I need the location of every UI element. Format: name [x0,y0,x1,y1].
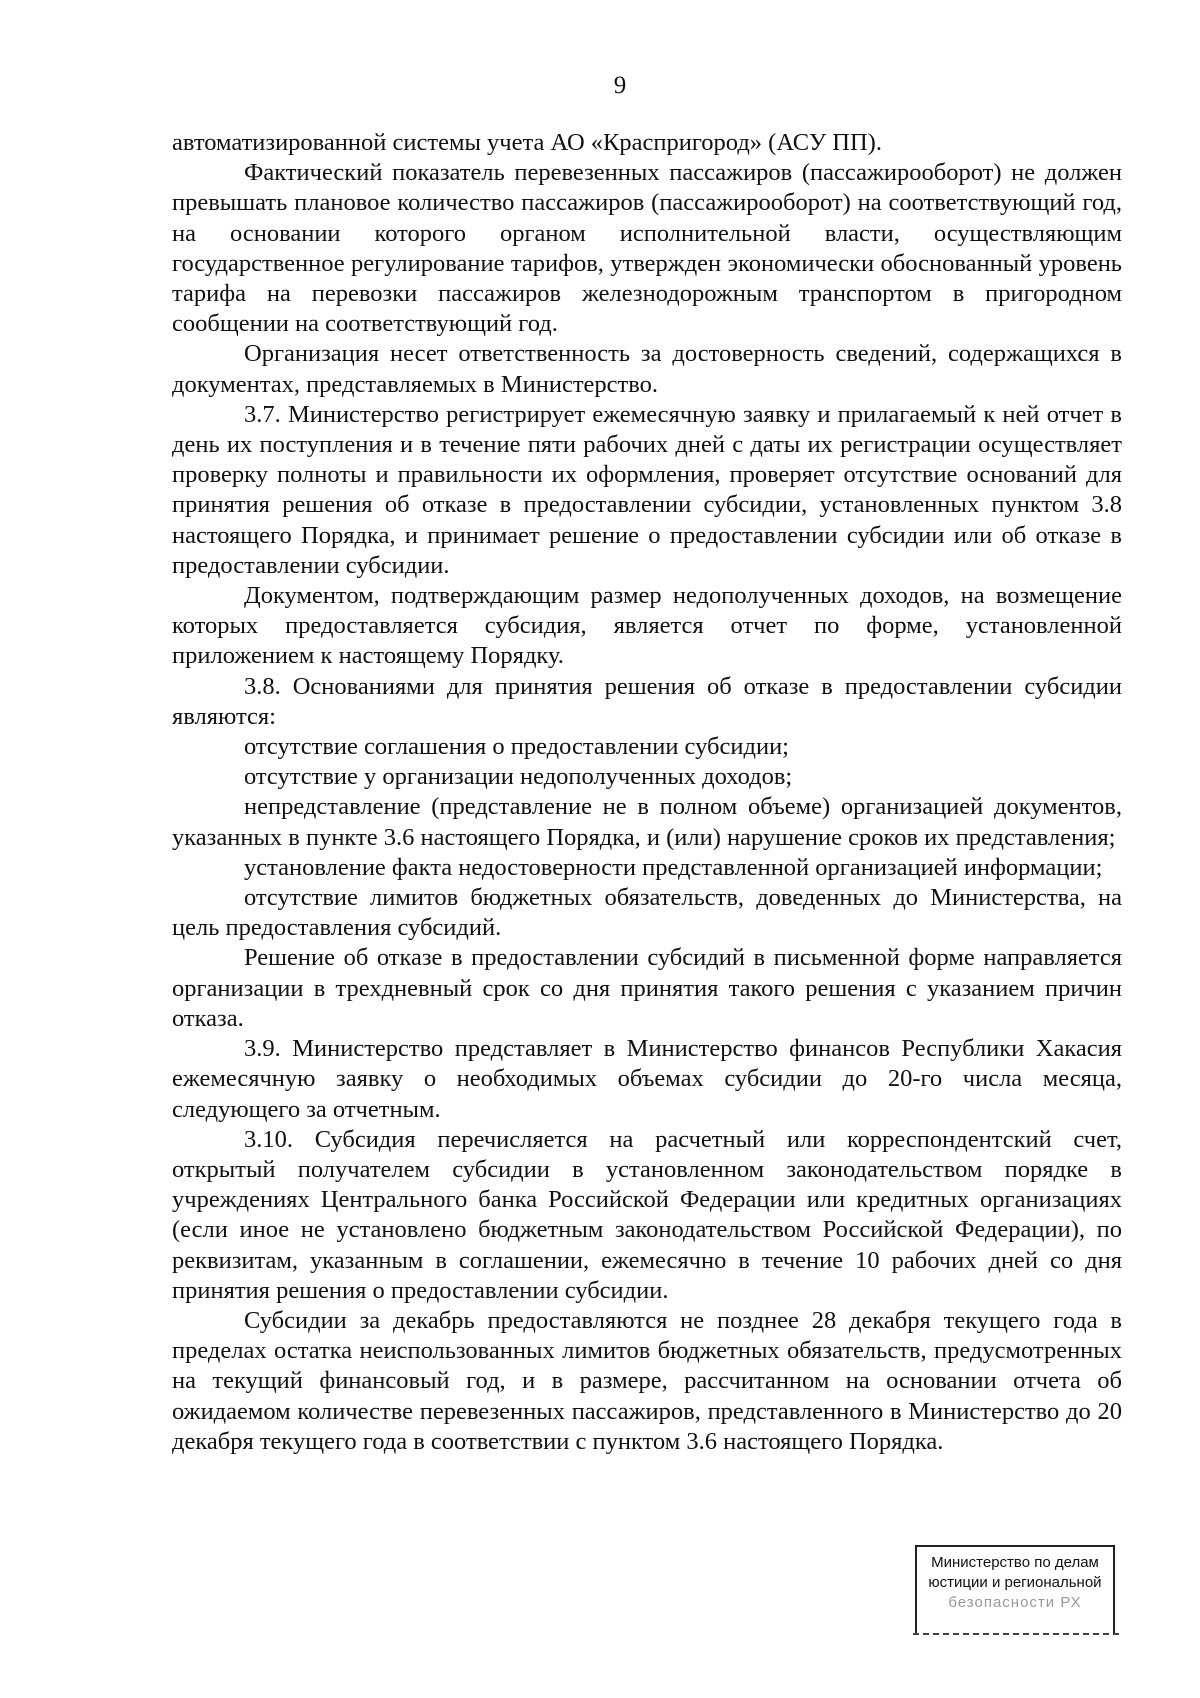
ministry-stamp [915,1545,1115,1635]
stamp-bottom-border [913,1633,1119,1635]
paragraph: автоматизированной системы учета АО «Краспригород» (АСУ ПП). [172,129,882,156]
paragraph: 3.9. Министерство представляет в Министерство финансов Республики Хакасия ежемесячную заявку о необходимых объемах субсидии до 20-го числа месяца, следующего за отчетным. [172,1035,1122,1123]
paragraph: Фактический показатель перевезенных пассажиров (пассажирооборот) не должен превышать плановое количество пассажиров (пассажирооборот) на соответствующий год, на основании которого органом исполнительной власти, осуществляющим государственное регулирование тарифов, утвержден экономически обоснованный уровень тарифа на перевозки пассажиров железнодорожным транспортом в пригородном сообщении на соответствующий год. [172,159,1122,338]
paragraph: Организация несет ответственность за достоверность сведений, содержащихся в документах, представляемых в Министерство. [172,340,1122,398]
paragraph: Решение об отказе в предоставлении субсидий в письменной форме направляется организации в трехдневный срок со дня принятия такого решения с указанием причин отказа. [172,944,1122,1032]
paragraph: 3.8. Основаниями для принятия решения об отказе в предоставлении субсидии являются: [172,672,1122,730]
paragraph: 3.10. Субсидия перечисляется на расчетный или корреспондентский счет, открытый получателем субсидии в установленном законодательством порядке в учреждениях Центрального банка Российской Федерации или кредитных организациях (если иное не установлено бюджетным законодательством Российской Федерации), по реквизитам, указанным в соглашении, ежемесячно в течение 10 рабочих дней со дня принятия решения о предоставлении субсидии. [172,1125,1122,1304]
paragraph: 3.7. Министерство регистрирует ежемесячную заявку и прилагаемый к ней отчет в день их поступления и в течение пяти рабочих дней с даты их регистрации осуществляет проверку полноты и правильности их оформления, проверяет отсутствие оснований для принятия решения об отказе в предоставлении субсидии, установленных пунктом 3.8 настоящего Порядка, и принимает решение о предоставлении субсидии или об отказе в предоставлении субсидии. [172,400,1122,579]
stamp-line-1: Министерство по делам [931,1554,1099,1571]
stamp-line-2: юстиции и региональной [928,1574,1102,1591]
document-body [172,128,1122,1457]
paragraph: Документом, подтверждающим размер недополученных доходов, на возмещение которых предоставляется субсидия, является отчет по форме, установленной приложением к настоящему Порядку. [172,582,1122,670]
list-item: непредставление (представление не в полном объеме) организацией документов, указанных в пункте 3.6 настоящего Порядка, и (или) нарушение сроков их представления; [172,793,1122,851]
page-number: 9 [613,72,627,99]
list-item: отсутствие соглашения о предоставлении субсидии; [244,733,789,761]
list-item: установление факта недостоверности представленной организацией информации; [244,853,1103,881]
paragraph: Субсидии за декабрь предоставляются не позднее 28 декабря текущего года в пределах остатка неиспользованных лимитов бюджетных обязательств, предусмотренных на текущий финансовый год, и в размере, рассчитанном на основании отчета об ожидаемом количестве перевезенных пассажиров, представленного в Министерство до 20 декабря текущего года в соответствии с пунктом 3.6 настоящего Порядка. [172,1306,1122,1455]
list-item: отсутствие лимитов бюджетных обязательств, доведенных до Министерства, на цель предоставления субсидий. [172,884,1122,942]
stamp-line-3: безопасности РХ [948,1594,1082,1611]
list-item: отсутствие у организации недополученных доходов; [244,763,793,791]
